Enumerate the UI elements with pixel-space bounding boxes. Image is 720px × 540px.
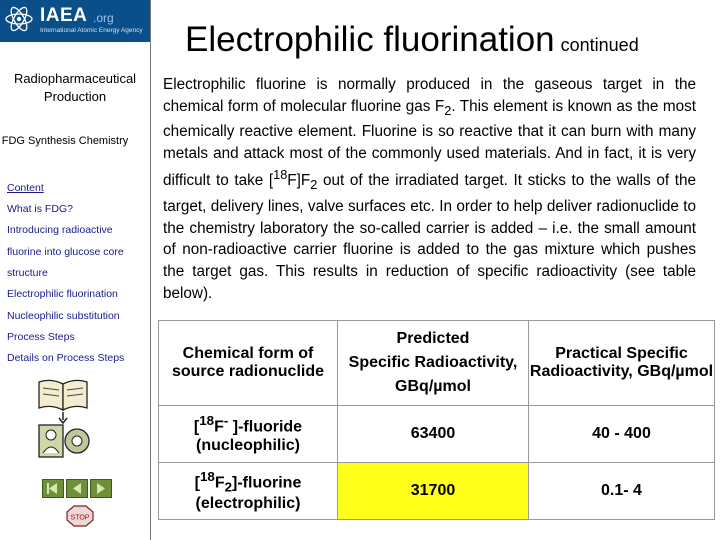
sidebar-divider: [150, 0, 151, 540]
nav-fluorine-into-glucose[interactable]: fluorine into glucose core: [7, 246, 124, 258]
paragraph-superscript-1: 18: [273, 167, 288, 183]
cell-form-fluoride: [159, 406, 338, 463]
cell-text: F: [214, 474, 225, 492]
slide-title-suffix: continued: [560, 35, 639, 55]
logo-subtitle: International Atomic Energy Agency: [40, 27, 143, 34]
cell-text: [: [194, 474, 200, 492]
radioactivity-table: [158, 320, 715, 520]
nav-nucleophilic-substitution[interactable]: Nucleophilic substitution: [7, 310, 120, 322]
cell-predicted-fluorine: 31700: [338, 463, 529, 520]
nav-details-process-steps[interactable]: Details on Process Steps: [7, 352, 125, 364]
atom-logo-icon: [4, 4, 34, 34]
slide-title: [185, 20, 639, 60]
skip-back-icon: [43, 480, 63, 497]
header-predicted-line-2: Specific Radioactivity,: [348, 354, 518, 371]
paragraph-part-3: F]F: [287, 172, 311, 190]
previous-slide-button[interactable]: [66, 479, 88, 498]
cell-superscript: 18: [199, 413, 215, 429]
logo-banner: [0, 0, 150, 42]
table-row: [159, 463, 715, 520]
header-practical: Practical Specific Radioactivity, GBq/µmol: [529, 321, 715, 406]
header-chemical-form: Chemical form of source radionuclide: [159, 321, 338, 406]
table-row: [159, 406, 715, 463]
nav-introducing-radioactive[interactable]: Introducing radioactive: [7, 224, 113, 236]
cell-text: ]-fluoride (nucleophilic): [196, 418, 303, 454]
paragraph-part-2: . This element is known as the most chemically reactive element. Fluorine is so reactive that it can burn with many metals and attack most of the commonly used materials. And in fact, it is very difficult to take [: [163, 97, 696, 190]
cell-subscript: 2: [224, 479, 233, 495]
cell-text: F: [214, 418, 224, 436]
triangle-left-icon: [67, 480, 87, 497]
sidebar-subtitle: FDG Synthesis Chemistry: [1, 135, 129, 147]
stop-label: STOP: [70, 514, 90, 522]
next-slide-button[interactable]: [90, 479, 112, 498]
person-icon[interactable]: [35, 423, 95, 463]
slide-title-text: Electrophilic fluorination: [185, 20, 555, 59]
nav-content[interactable]: Content: [7, 182, 44, 194]
paragraph-subscript-2: 2: [310, 177, 318, 193]
nav-process-steps[interactable]: Process Steps: [7, 331, 75, 343]
paragraph-subscript-1: 2: [444, 102, 452, 118]
cell-text: ]-fluorine (electrophilic): [195, 474, 302, 512]
cell-practical-fluoride: 40 - 400: [529, 406, 715, 463]
logo-domain: .org: [93, 11, 114, 25]
logo-name: IAEA: [40, 5, 88, 26]
header-predicted: [338, 321, 529, 406]
first-slide-button[interactable]: [42, 479, 64, 498]
nav-structure[interactable]: structure: [7, 267, 48, 279]
nav-what-is-fdg[interactable]: What is FDG?: [7, 203, 73, 215]
table-header-row: [159, 321, 715, 406]
sidebar-title: Radiopharmaceutical Production: [13, 71, 137, 104]
sidebar: [0, 0, 150, 540]
cell-superscript: -: [223, 413, 229, 429]
header-predicted-line-1: Predicted: [396, 330, 470, 347]
slide-paragraph: [163, 74, 696, 304]
nav-electrophilic-fluorination[interactable]: Electrophilic fluorination: [7, 288, 118, 300]
cell-text: [: [193, 418, 200, 436]
paragraph-part-4: out of the irradiated target. It sticks to the walls of the target, delivery lines, valve surfaces etc. In order to help deliver radionuclide to the chemistry laboratory the so-called carrier is added – i.e. the small amount of non-radioactive carrier fluorine is added to the gas mixture which pushes the target gas. This results in reduction of specific radioactivity (see table below).: [163, 172, 696, 302]
cell-practical-fluorine: 0.1- 4: [529, 463, 715, 520]
cell-predicted-fluoride: 63400: [338, 406, 529, 463]
header-predicted-line-3: GBq/µmol: [395, 378, 471, 395]
cell-superscript: 18: [199, 469, 215, 485]
triangle-right-icon: [91, 480, 111, 497]
stop-button[interactable]: [66, 505, 94, 527]
paragraph-part-1: Electrophilic fluorine is normally produced in the gaseous target in the chemical form of molecular fluorine gas F: [163, 76, 696, 115]
cell-form-fluorine: [159, 463, 338, 520]
